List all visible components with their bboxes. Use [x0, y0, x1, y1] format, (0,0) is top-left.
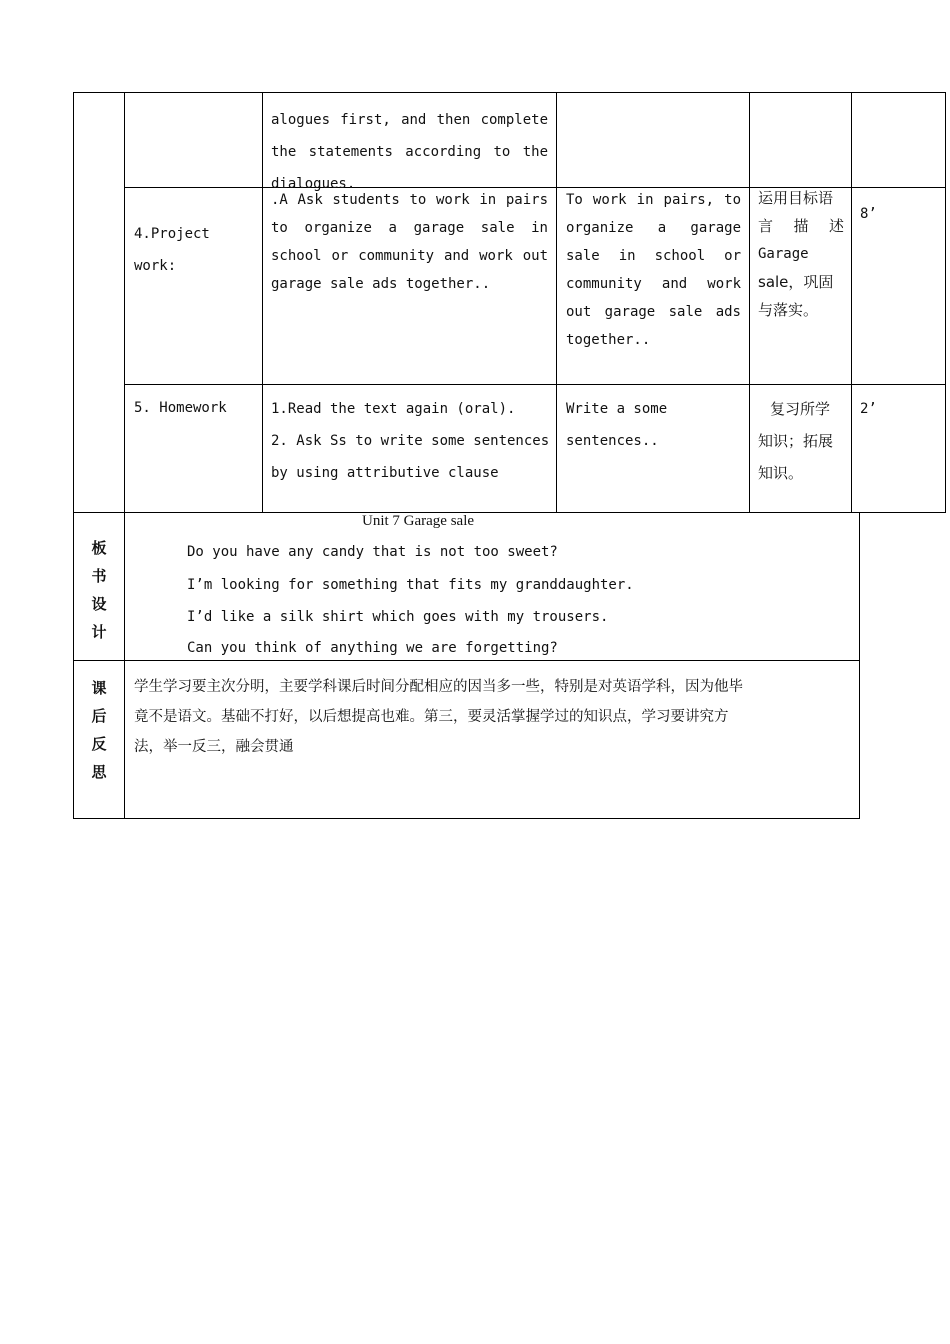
col5-border	[851, 92, 852, 513]
row3-student-activity	[566, 393, 741, 457]
text-line: dialogues.	[271, 176, 356, 192]
text-line: sale in school or	[566, 248, 741, 264]
reflection-label	[74, 674, 124, 786]
lower-right-border	[859, 512, 860, 819]
time-value: 8’	[860, 206, 877, 222]
reflection-text	[134, 672, 852, 762]
table-section-border	[73, 512, 946, 513]
board-title: Unit 7 Garage sale	[362, 513, 475, 529]
text-line: .A Ask students to work in pairs	[271, 192, 548, 208]
text-line: sentences..	[566, 433, 659, 449]
label-char: 板	[91, 539, 107, 557]
text-line: school or community and work out	[271, 248, 548, 264]
col4-border	[749, 92, 750, 513]
board-design-label	[74, 534, 124, 646]
text-line: work:	[134, 258, 177, 274]
label-char: 课	[91, 679, 107, 697]
text-line: the statements according to the	[271, 144, 548, 160]
label-char: 反	[91, 735, 107, 753]
col2-border	[262, 92, 263, 513]
text-line: together..	[566, 332, 651, 348]
col3-border	[556, 92, 557, 513]
text-line: 知识；拓展	[758, 432, 834, 450]
text-line: 复习所学	[770, 400, 831, 418]
text-line: organize a garage	[566, 220, 741, 236]
col1-border	[124, 92, 125, 819]
text-line: out garage sale ads	[566, 304, 741, 320]
table-bottom-border	[73, 818, 860, 819]
col-right-border	[945, 92, 946, 513]
text-line: 运用目标语	[758, 189, 834, 207]
table-top-border	[73, 92, 946, 93]
row3-teacher-activity	[271, 393, 551, 489]
text-line: To work in pairs, to	[566, 192, 741, 208]
text-line: Garage	[758, 246, 809, 262]
text-line: alogues first, and then complete	[271, 112, 548, 128]
row2-bottom-border	[124, 384, 946, 385]
text-line: sale，巩固	[758, 273, 834, 291]
text-line: 学生学习要主次分明，主要学科课后时间分配相应的因当多一些，特别是对英语学科，因为他毕	[134, 679, 743, 695]
row3-purpose	[758, 393, 846, 489]
label-char: 后	[91, 707, 107, 725]
text-line: 言 描 述	[758, 217, 844, 235]
row2-step	[134, 218, 254, 282]
text-line: 5. Homework	[134, 400, 227, 416]
row3-time	[860, 393, 920, 425]
text-line: 与落实。	[758, 301, 819, 319]
row2-purpose	[758, 184, 844, 324]
text-line: 1.Read the text again (oral).	[271, 401, 516, 417]
board-sentence: I’m looking for something that fits my granddaughter.	[187, 577, 634, 593]
text-line: 法，举一反三，融会贯通	[134, 739, 294, 755]
text-line: to organize a garage sale in	[271, 220, 548, 236]
row2-time	[860, 200, 920, 228]
text-line: 竟不是语文。基础不打好，以后想提高也难。第三，要灵活掌握学过的知识点，学习要讲究方	[134, 709, 729, 725]
time-value: 2’	[860, 401, 877, 417]
text-line: Write a some	[566, 401, 668, 417]
text-line: 2. Ask Ss to write some sentences	[271, 433, 550, 449]
label-char: 思	[91, 763, 107, 781]
text-line: 知识。	[758, 464, 804, 482]
label-char: 设	[91, 595, 107, 613]
text-line: 4.Project	[134, 226, 210, 242]
text-line: community and work	[566, 276, 741, 292]
label-char: 书	[91, 567, 107, 585]
row2-teacher-activity	[271, 186, 548, 298]
board-sentence: Do you have any candy that is not too sweet?	[187, 544, 558, 560]
text-line: by using attributive clause	[271, 465, 499, 481]
row3-step	[134, 394, 259, 422]
board-sentence: Can you think of anything we are forgetting?	[187, 640, 558, 656]
row2-student-activity	[566, 186, 741, 354]
text-line: garage sale ads together..	[271, 276, 491, 292]
board-sentence: I’d like a silk shirt which goes with my trousers.	[187, 609, 609, 625]
label-char: 计	[91, 623, 107, 641]
board-bottom-border	[73, 660, 860, 661]
